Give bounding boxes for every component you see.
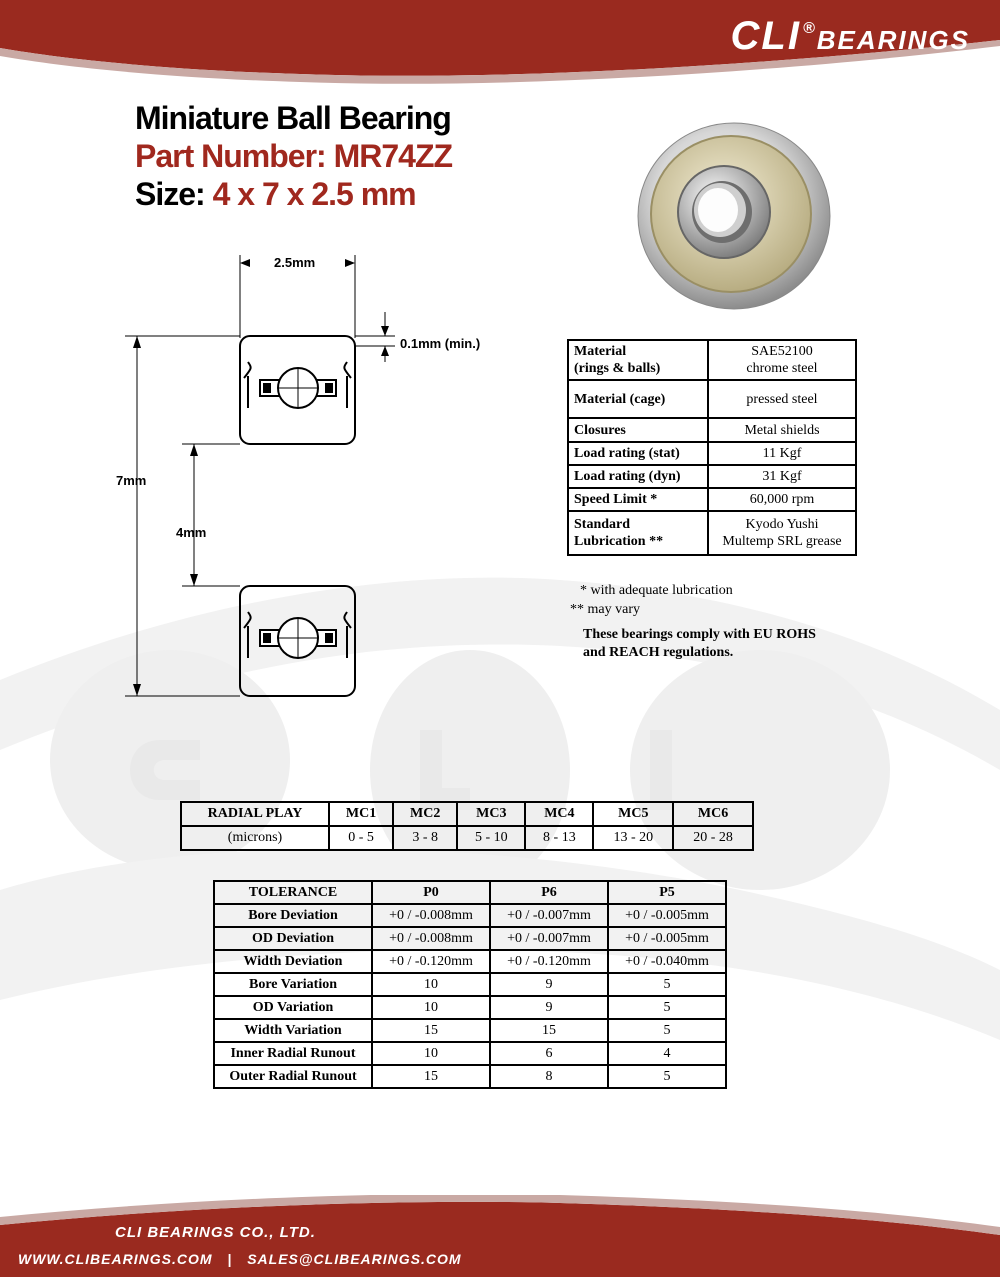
- spec-row: [568, 380, 856, 418]
- outer-diameter-label: 7mm: [116, 473, 147, 488]
- radial-play-header-row: [181, 802, 753, 826]
- radial-play-table: [180, 801, 754, 851]
- specification-table: [567, 339, 857, 556]
- radial-play-values-row: [181, 826, 753, 850]
- radial-play-header-cell: MC2: [393, 802, 457, 826]
- radial-play-header-cell: MC5: [593, 802, 673, 826]
- tolerance-value-cell: +0 / -0.008mm: [372, 927, 490, 950]
- radial-play-value-cell: 5 - 10: [457, 826, 525, 850]
- tolerance-value-cell: 15: [490, 1019, 608, 1042]
- spec-value: SAE52100 chrome steel: [708, 340, 856, 380]
- brand-main: CLI: [730, 14, 801, 58]
- chamfer-dimension-label: 0.1mm (min.): [400, 336, 481, 351]
- spec-key: Closures: [568, 418, 708, 442]
- spec-row: [568, 511, 856, 555]
- tolerance-value-cell: 15: [372, 1065, 490, 1088]
- spec-key: Load rating (stat): [568, 442, 708, 465]
- tolerance-row: [214, 996, 726, 1019]
- spec-value: 60,000 rpm: [708, 488, 856, 511]
- spec-row: [568, 340, 856, 380]
- footer-separator: |: [227, 1251, 233, 1267]
- tolerance-value-cell: +0 / -0.008mm: [372, 904, 490, 927]
- brand-sub: BEARINGS: [816, 25, 970, 55]
- tolerance-row: [214, 904, 726, 927]
- tolerance-value-cell: 5: [608, 1019, 726, 1042]
- spec-row: [568, 465, 856, 488]
- size-line: [135, 176, 416, 213]
- spec-value: pressed steel: [708, 380, 856, 418]
- note-may-vary: ** may vary: [570, 602, 640, 617]
- tolerance-value-cell: 8: [490, 1065, 608, 1088]
- spec-key: Load rating (dyn): [568, 465, 708, 488]
- size-label: Size:: [135, 176, 205, 212]
- radial-play-value-cell: (microns): [181, 826, 329, 850]
- tolerance-value-cell: 5: [608, 996, 726, 1019]
- radial-play-value-cell: 3 - 8: [393, 826, 457, 850]
- tolerance-value-cell: +0 / -0.120mm: [372, 950, 490, 973]
- spec-value: Metal shields: [708, 418, 856, 442]
- spec-row: [568, 442, 856, 465]
- tolerance-value-cell: 4: [608, 1042, 726, 1065]
- tolerance-value-cell: +0 / -0.120mm: [490, 950, 608, 973]
- tolerance-row-label: OD Variation: [214, 996, 372, 1019]
- tolerance-value-cell: 9: [490, 973, 608, 996]
- footer-contact: [18, 1251, 462, 1267]
- part-number: MR74ZZ: [333, 138, 453, 174]
- product-title: Miniature Ball Bearing: [135, 100, 451, 136]
- note-lubrication: * with adequate lubrication: [580, 583, 733, 598]
- tolerance-value-cell: +0 / -0.040mm: [608, 950, 726, 973]
- spec-row: [568, 418, 856, 442]
- tolerance-header-cell: P6: [490, 881, 608, 904]
- brand-logo[interactable]: [731, 14, 970, 59]
- tolerance-table: [213, 880, 727, 1089]
- radial-play-value-cell: 8 - 13: [525, 826, 593, 850]
- tolerance-row-label: Bore Variation: [214, 973, 372, 996]
- compliance-line-2: and REACH regulations.: [583, 645, 734, 660]
- tolerance-value-cell: +0 / -0.007mm: [490, 927, 608, 950]
- bearing-cross-section-diagram: [110, 250, 510, 710]
- tolerance-row-label: Inner Radial Runout: [214, 1042, 372, 1065]
- tolerance-header-cell: P0: [372, 881, 490, 904]
- tolerance-value-cell: 10: [372, 1042, 490, 1065]
- compliance-line-1: These bearings comply with EU ROHS: [583, 627, 816, 642]
- tolerance-row-label: Outer Radial Runout: [214, 1065, 372, 1088]
- spec-key: Standard Lubrication **: [568, 511, 708, 555]
- radial-play-header-cell: RADIAL PLAY: [181, 802, 329, 826]
- spec-value: Kyodo Yushi Multemp SRL grease: [708, 511, 856, 555]
- spec-key: Material (rings & balls): [568, 340, 708, 380]
- tolerance-header-row: [214, 881, 726, 904]
- tolerance-value-cell: +0 / -0.005mm: [608, 927, 726, 950]
- website-link[interactable]: WWW.CLIBEARINGS.COM: [18, 1251, 213, 1267]
- tolerance-value-cell: 15: [372, 1019, 490, 1042]
- tolerance-value-cell: 6: [490, 1042, 608, 1065]
- radial-play-header-cell: MC1: [329, 802, 393, 826]
- tolerance-row: [214, 973, 726, 996]
- bearing-photo: [636, 118, 832, 314]
- tolerance-row-label: OD Deviation: [214, 927, 372, 950]
- radial-play-header-cell: MC4: [525, 802, 593, 826]
- tolerance-header-cell: P5: [608, 881, 726, 904]
- tolerance-row: [214, 950, 726, 973]
- radial-play-header-cell: MC3: [457, 802, 525, 826]
- size-value: 4 x 7 x 2.5 mm: [212, 176, 416, 212]
- footer-company-name: CLI BEARINGS CO., LTD.: [115, 1224, 316, 1241]
- registered-mark: ®: [802, 20, 815, 37]
- radial-play-value-cell: 13 - 20: [593, 826, 673, 850]
- tolerance-value-cell: 10: [372, 996, 490, 1019]
- spec-key: Material (cage): [568, 380, 708, 418]
- part-number-line: [135, 138, 452, 175]
- tolerance-value-cell: 5: [608, 973, 726, 996]
- radial-play-value-cell: 0 - 5: [329, 826, 393, 850]
- tolerance-value-cell: 9: [490, 996, 608, 1019]
- email-link[interactable]: SALES@CLIBEARINGS.COM: [247, 1251, 462, 1267]
- width-dimension-label: 2.5mm: [274, 255, 316, 270]
- tolerance-row-label: Width Deviation: [214, 950, 372, 973]
- tolerance-row: [214, 927, 726, 950]
- tolerance-value-cell: +0 / -0.005mm: [608, 904, 726, 927]
- spec-value: 31 Kgf: [708, 465, 856, 488]
- tolerance-row: [214, 1042, 726, 1065]
- spec-key: Speed Limit *: [568, 488, 708, 511]
- part-number-label: Part Number:: [135, 138, 326, 174]
- tolerance-row: [214, 1019, 726, 1042]
- tolerance-row-label: Bore Deviation: [214, 904, 372, 927]
- tolerance-value-cell: 5: [608, 1065, 726, 1088]
- tolerance-row-label: Width Variation: [214, 1019, 372, 1042]
- tolerance-row: [214, 1065, 726, 1088]
- tolerance-header-cell: TOLERANCE: [214, 881, 372, 904]
- tolerance-value-cell: +0 / -0.007mm: [490, 904, 608, 927]
- tolerance-value-cell: 10: [372, 973, 490, 996]
- spec-value: 11 Kgf: [708, 442, 856, 465]
- bore-diameter-label: 4mm: [176, 525, 207, 540]
- radial-play-value-cell: 20 - 28: [673, 826, 753, 850]
- spec-row: [568, 488, 856, 511]
- compliance-statement: [583, 626, 816, 662]
- radial-play-header-cell: MC6: [673, 802, 753, 826]
